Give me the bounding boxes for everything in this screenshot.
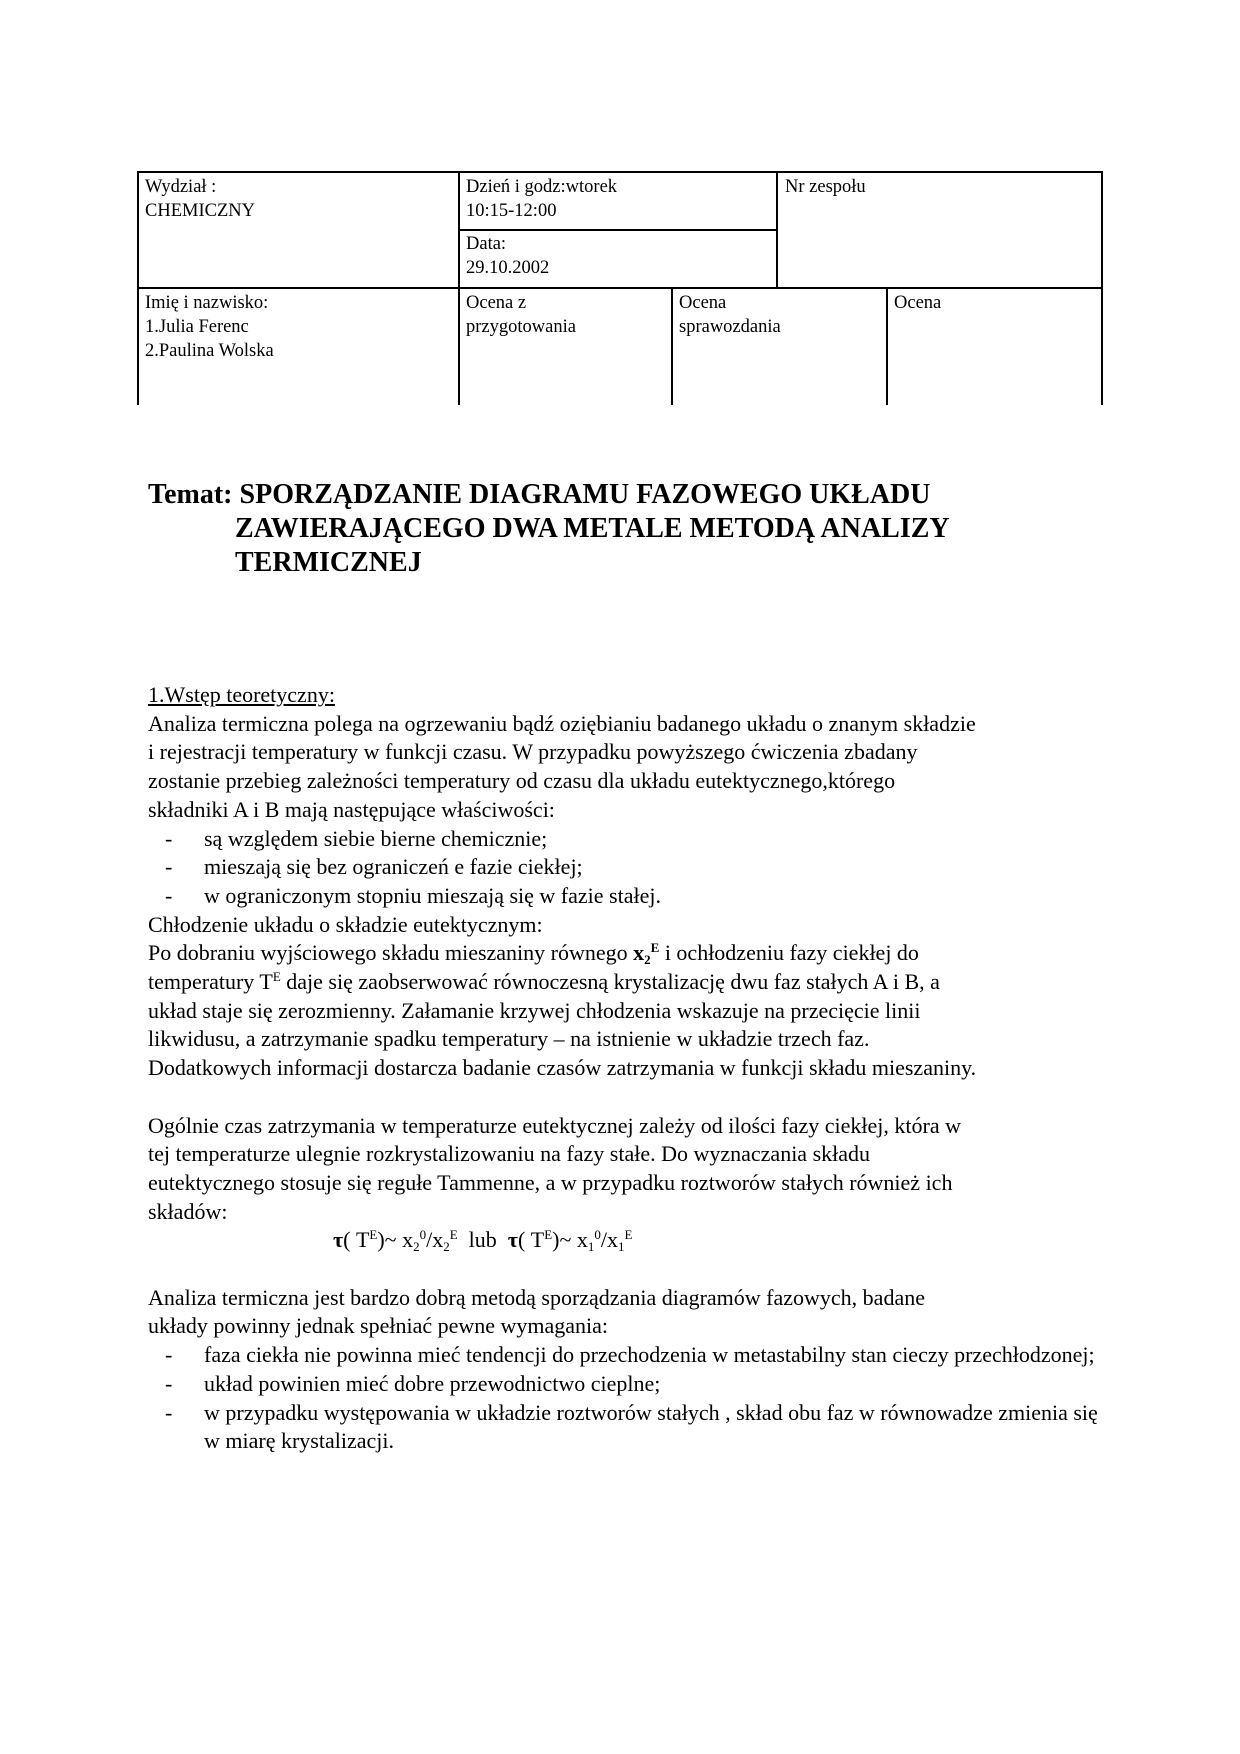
subscript: 2 [644,952,651,968]
cell-ocena-przygotowania [466,291,576,339]
section-heading: 1.Wstęp teoretyczny: [148,682,335,707]
paragraph-2-line-4: układ staje się zerozmienny. Załamanie krzywej chłodzenia wskazuje na przecięcie linii [148,997,921,1023]
paragraph-3-line-4: składów: [148,1198,228,1224]
superscript: 0 [594,1227,601,1243]
tammann-formula [148,1226,1098,1255]
blank-line [148,1255,1098,1284]
paragraph-3-line-3: eutektycznego stosuje się regułe Tammenne, a w przypadku roztworów stałych również ich [148,1169,953,1195]
list-item: - w przypadku występowania w układzie roztworów stałych , skład obu faz w równowadze zmienia się w miarę krystalizacji. [148,1399,1098,1456]
ocena-label: Ocena [894,293,942,313]
formula-text: /x [426,1227,444,1253]
table-divider-middle [137,287,1103,289]
nr-zespolu-label: Nr zespołu [785,177,866,197]
document-title [148,478,950,580]
person-2: 2.Paulina Wolska [145,341,274,361]
cell-dzien [466,175,617,223]
text-run: i ochłodzeniu fazy ciekłej do [659,940,919,966]
imie-label: Imię i nazwisko: [145,293,269,313]
paragraph-3-line-2: tej temperaturze ulegnie rozkrystalizowaniu na fazy stałe. Do wyznaczania składu [148,1141,871,1167]
cell-nr-zespolu [785,175,866,199]
x-var: x [633,940,645,966]
superscript: E [369,1227,378,1243]
formula-text: )~ [552,1227,577,1253]
table-divider-v3 [671,287,673,405]
header-form-table [137,171,1103,405]
list-item: - są względem siebie bierne chemicznie; [148,825,1098,854]
document-body [148,681,1098,1456]
ocena-przyg-line1: Ocena z [466,293,527,313]
wydzial-label: Wydział : [145,177,217,197]
ocena-przyg-line2: przygotowania [466,317,576,337]
title-line-3: TERMICZNEJ [235,547,422,578]
person-1: 1.Julia Ferenc [145,317,249,337]
paragraph-4-line-1: Analiza termiczna jest bardzo dobrą metodą sporządzania diagramów fazowych, badane [148,1284,925,1310]
data-value: 29.10.2002 [466,258,550,278]
x2e-symbol [633,940,660,968]
dzien-time: 10:15-12:00 [466,201,557,221]
requirements-list [148,1341,1098,1456]
data-label: Data: [466,234,507,254]
wydzial-value: CHEMICZNY [145,201,255,221]
paragraph-2-line-2 [148,939,1098,968]
paragraph-2-line-3 [148,968,1098,997]
formula-lub: lub [457,1227,508,1253]
paragraph-3-line-1: Ogólnie czas zatrzymania w temperaturze eutektycznej zależy od ilości fazy ciekłej, która w [148,1112,961,1138]
formula-text: /x [600,1227,619,1253]
superscript: E [544,1227,553,1243]
cell-imie-nazwisko [145,291,274,363]
subscript: 1 [587,1239,595,1255]
formula-text: ( T [517,1227,545,1253]
x-var: x [576,1227,588,1253]
table-border-right [1101,171,1103,405]
list-item: - faza ciekła nie powinna mieć tendencji do przechodzenia w metastabilny stan cieczy przechłodzonej; [148,1341,1098,1370]
ocena-spraw-line1: Ocena [679,293,727,313]
formula-text: )~ [377,1227,403,1253]
subscript: 2 [443,1239,450,1255]
list-item: - w ograniczonym stopniu mieszają się w fazie stałej. [148,882,1098,911]
cell-ocena-sprawozdania [679,291,781,339]
superscript: E [624,1227,633,1243]
table-divider-v1 [458,171,460,405]
superscript: E [449,1227,458,1243]
formula-text: ( T [343,1227,370,1253]
text-run: temperatury T [148,969,273,995]
list-item: - mieszają się bez ograniczeń e fazie ciekłej; [148,853,1098,882]
table-divider-v2 [776,171,778,287]
title-line-2: ZAWIERAJĄCEGO DWA METALE METODĄ ANALIZY [235,513,950,544]
tau-symbol: τ [507,1227,518,1253]
title-line-1 [148,478,950,512]
paragraph-4-line-2: układy powinny jednak spełniać pewne wymagania: [148,1313,609,1339]
paragraph-2-line-6: Dodatkowych informacji dostarcza badanie czasów zatrzymania w funkcji składu mieszaniny. [148,1055,977,1081]
superscript: E [272,969,281,985]
cell-wydzial [145,175,255,223]
paragraph-2-line-5: likwidusu, a zatrzymanie spadku temperatury – na istnienie w układzie trzech faz. [148,1026,870,1052]
cell-ocena [894,291,941,315]
blank-line [148,1083,1098,1112]
properties-list [148,825,1098,911]
paragraph-1-line-4: składniki A i B mają następujące właściwości: [148,796,555,822]
ocena-spraw-line2: sprawozdania [679,317,781,337]
paragraph-1-line-2: i rejestracji temperatury w funkcji czasu. W przypadku powyższego ćwiczenia zbadany [148,739,918,765]
x-var: x [402,1227,414,1253]
paragraph-1-line-3: zostanie przebieg zależności temperatury od czasu dla układu eutektycznego,którego [148,768,896,794]
table-border-top [137,171,1103,173]
title-text-1: SPORZĄDZANIE DIAGRAMU FAZOWEGO UKŁADU [239,479,931,510]
superscript: E [650,940,660,956]
text-run: daje się zaobserwować równoczesną krystalizację dwu faz stałych A i B, a [280,969,940,995]
tau-symbol: τ [333,1227,344,1253]
title-prefix: Temat: [148,479,233,510]
subscript: 2 [413,1239,420,1255]
paragraph-1-line-1: Analiza termiczna polega na ogrzewaniu bądź oziębianiu badanego układu o znanym składzie [148,710,976,736]
dzien-label: Dzień i godz:wtorek [466,177,618,197]
paragraph-2-line-1: Chłodzenie układu o składzie eutektycznym: [148,911,543,937]
table-border-left [137,171,139,405]
table-divider-v4 [886,287,888,405]
superscript: 0 [419,1227,427,1243]
subscript: 1 [618,1239,625,1255]
list-item: - układ powinien mieć dobre przewodnictwo cieplne; [148,1370,1098,1399]
cell-data [466,232,549,280]
text-run: Po dobraniu wyjściowego składu mieszaniny równego [148,940,634,966]
table-divider-date [458,229,776,231]
